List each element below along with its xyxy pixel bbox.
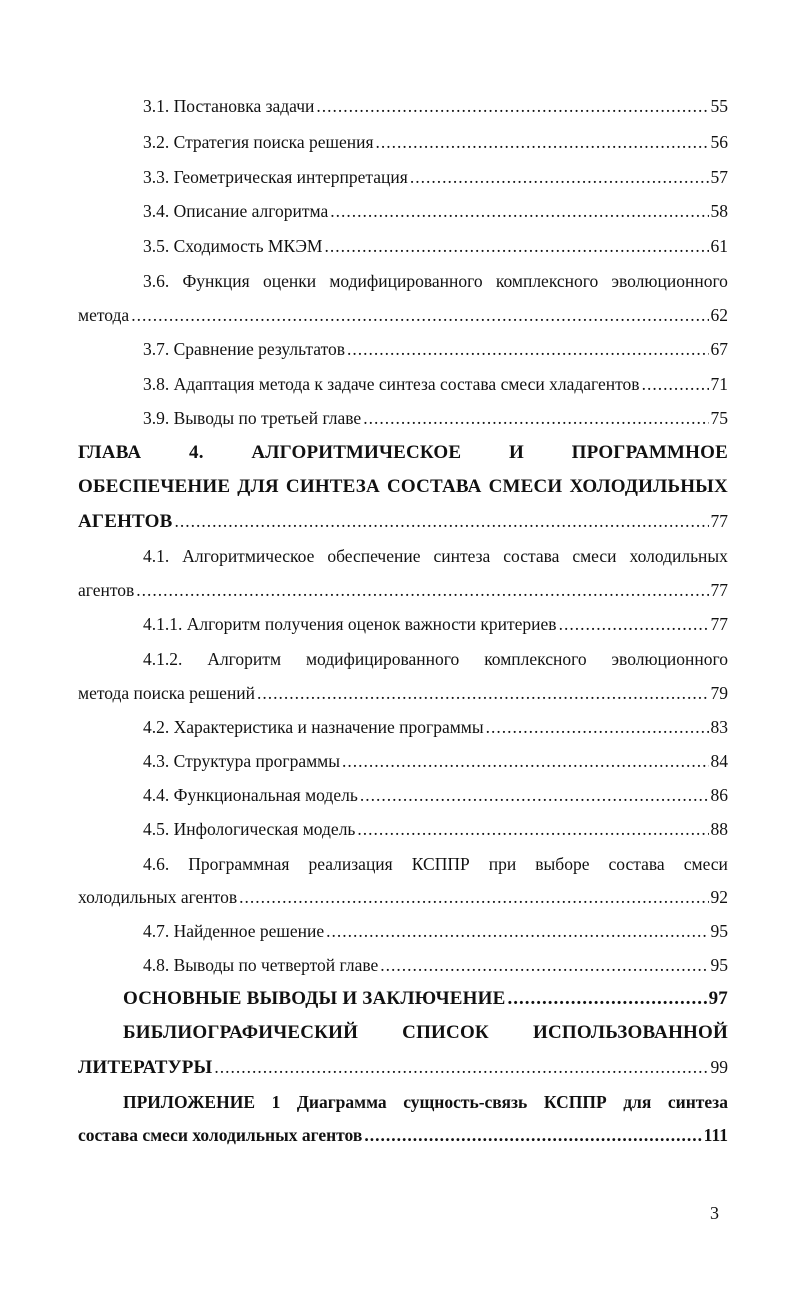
toc-word: обеспечение bbox=[327, 546, 421, 566]
toc-appendix-line1 bbox=[78, 1089, 728, 1115]
toc-word: ПРОГРАММНОЕ bbox=[571, 442, 728, 463]
toc-entry-title: 3.9. Выводы по третьей главе bbox=[143, 408, 362, 428]
toc-bibliography-line1 bbox=[78, 1020, 728, 1046]
toc-word: модифицированного bbox=[329, 271, 483, 291]
toc-entry-4-1-2-line2 bbox=[78, 680, 728, 706]
dot-leader bbox=[642, 371, 709, 397]
toc-entry-page: 55 bbox=[710, 96, 728, 116]
toc-entry-title: АГЕНТОВ bbox=[78, 511, 173, 532]
toc-entry-title: 3.3. Геометрическая интерпретация bbox=[143, 167, 408, 187]
toc-entry-title: 4.5. Инфологическая модель bbox=[143, 819, 356, 839]
toc-word: ХОЛОДИЛЬНЫХ bbox=[569, 476, 728, 497]
toc-word: выборе bbox=[535, 854, 590, 874]
toc-appendix-line2 bbox=[78, 1122, 728, 1148]
dot-leader bbox=[326, 918, 708, 944]
toc-entry-4-1-line1 bbox=[78, 543, 728, 569]
toc-word: состава bbox=[608, 854, 665, 874]
dot-leader bbox=[380, 952, 708, 978]
toc-entry-title: 3.1. Постановка задачи bbox=[143, 96, 315, 116]
toc-entry-page: 58 bbox=[710, 201, 728, 221]
toc-word: КСППР bbox=[543, 1092, 607, 1112]
dot-leader bbox=[347, 336, 709, 362]
toc-entry-title: 4.1.1. Алгоритм получения оценок важности критериев bbox=[143, 614, 557, 634]
dot-leader bbox=[330, 198, 708, 224]
toc-entry-title: 3.5. Сходимость МКЭМ bbox=[143, 236, 323, 256]
toc-conclusions bbox=[78, 986, 728, 1012]
toc-entry-4-4 bbox=[78, 782, 728, 808]
dot-leader bbox=[316, 93, 708, 119]
toc-word: синтеза bbox=[433, 546, 491, 566]
toc-word: Программная bbox=[188, 854, 290, 874]
toc-word: СПИСОК bbox=[402, 1022, 489, 1043]
toc-word: БИБЛИОГРАФИЧЕСКИЙ bbox=[123, 1022, 359, 1043]
dot-leader bbox=[239, 884, 708, 910]
toc-entry-3-5 bbox=[78, 233, 728, 259]
toc-entry-page: 92 bbox=[710, 887, 728, 907]
toc-word: состава bbox=[503, 546, 560, 566]
toc-entry-4-5 bbox=[78, 816, 728, 842]
toc-word: эволюционного bbox=[611, 271, 728, 291]
toc-entry-page: 75 bbox=[710, 408, 728, 428]
toc-entry-3-6-line2 bbox=[78, 302, 728, 328]
toc-chapter-4-line1 bbox=[78, 440, 728, 466]
toc-word: смеси bbox=[572, 546, 617, 566]
toc-entry-title: агентов bbox=[78, 580, 135, 600]
toc-word: смеси bbox=[683, 854, 728, 874]
toc-entry-title: холодильных агентов bbox=[78, 887, 238, 907]
dot-leader bbox=[486, 714, 709, 740]
toc-entry-title: метода bbox=[78, 305, 130, 325]
toc-entry-4-7 bbox=[78, 918, 728, 944]
toc-chapter-4-line2 bbox=[78, 474, 728, 500]
toc-word: ДЛЯ bbox=[237, 476, 279, 497]
toc-word: 3.6. bbox=[143, 271, 170, 291]
toc-word: СОСТАВА bbox=[387, 476, 482, 497]
toc-word: 4.1.2. bbox=[143, 649, 183, 669]
dot-leader bbox=[357, 816, 708, 842]
toc-entry-title: ОСНОВНЫЕ ВЫВОДЫ И ЗАКЛЮЧЕНИЕ bbox=[123, 988, 506, 1009]
toc-word: при bbox=[488, 854, 517, 874]
toc-entry-title: 3.2. Стратегия поиска решения bbox=[143, 132, 374, 152]
toc-entry-3-9 bbox=[78, 405, 728, 431]
toc-entry-title: 4.3. Структура программы bbox=[143, 751, 340, 771]
toc-entry-3-3 bbox=[78, 164, 728, 190]
toc-entry-page: 84 bbox=[710, 751, 728, 771]
toc-entry-title: 4.2. Характеристика и назначение программы bbox=[143, 717, 484, 737]
dot-leader bbox=[507, 986, 706, 1012]
toc-entry-title: состава смеси холодильных агентов bbox=[78, 1125, 363, 1145]
toc-entry-title: 3.7. Сравнение результатов bbox=[143, 339, 345, 359]
toc-entry-3-6-line1 bbox=[78, 268, 728, 294]
dot-leader bbox=[363, 405, 708, 431]
toc-entry-page: 88 bbox=[710, 819, 728, 839]
toc-entry-title: 4.7. Найденное решение bbox=[143, 921, 325, 941]
toc-word: 4. bbox=[189, 442, 204, 463]
toc-word: АЛГОРИТМИЧЕСКОЕ bbox=[251, 442, 462, 463]
toc-entry-page: 111 bbox=[703, 1125, 728, 1145]
toc-word: ИСПОЛЬЗОВАННОЙ bbox=[532, 1022, 728, 1043]
toc-entry-page: 61 bbox=[710, 236, 728, 256]
toc-entry-page: 67 bbox=[710, 339, 728, 359]
toc-entry-page: 71 bbox=[710, 374, 728, 394]
dot-leader bbox=[136, 577, 708, 603]
toc-entry-page: 56 bbox=[710, 132, 728, 152]
toc-word: СМЕСИ bbox=[488, 476, 563, 497]
toc-entry-page: 86 bbox=[710, 785, 728, 805]
toc-entry-page: 97 bbox=[708, 988, 728, 1009]
toc-word: модифицированного bbox=[305, 649, 460, 669]
toc-entry-3-2 bbox=[78, 129, 728, 155]
toc-entry-page: 57 bbox=[710, 167, 728, 187]
toc-word: КСППР bbox=[411, 854, 470, 874]
toc-word: холодильных bbox=[629, 546, 728, 566]
dot-leader bbox=[214, 1054, 708, 1080]
toc-entry-4-6-line2 bbox=[78, 884, 728, 910]
page-number: 3 bbox=[710, 1203, 719, 1223]
toc-entry-4-3 bbox=[78, 748, 728, 774]
toc-word: 1 bbox=[271, 1092, 281, 1112]
toc-word: Алгоритмическое bbox=[182, 546, 315, 566]
toc-word: ПРИЛОЖЕНИЕ bbox=[123, 1092, 256, 1112]
toc-entry-page: 83 bbox=[710, 717, 728, 737]
toc-entry-page: 95 bbox=[710, 955, 728, 975]
toc-word: сущность-связь bbox=[403, 1092, 528, 1112]
toc-entry-page: 77 bbox=[710, 580, 728, 600]
toc-word: Диаграмма bbox=[296, 1092, 387, 1112]
toc-word: СИНТЕЗА bbox=[285, 476, 380, 497]
dot-leader bbox=[364, 1122, 701, 1148]
toc-entry-3-4 bbox=[78, 198, 728, 224]
toc-entry-title: 3.4. Описание алгоритма bbox=[143, 201, 329, 221]
toc-entry-page: 99 bbox=[710, 1057, 728, 1077]
dot-leader bbox=[131, 302, 708, 328]
toc-entry-4-1-2-line1 bbox=[78, 646, 728, 672]
toc-word: ГЛАВА bbox=[78, 442, 142, 463]
dot-leader bbox=[410, 164, 709, 190]
toc-entry-3-7 bbox=[78, 336, 728, 362]
toc-entry-page: 62 bbox=[710, 305, 728, 325]
toc-word: для bbox=[623, 1092, 652, 1112]
toc-entry-3-8 bbox=[78, 371, 728, 397]
toc-entry-4-1-1 bbox=[78, 611, 728, 637]
dot-leader bbox=[360, 782, 709, 808]
toc-word: Функция bbox=[182, 271, 250, 291]
toc-word: комплексного bbox=[495, 271, 599, 291]
toc-entry-page: 77 bbox=[710, 614, 728, 634]
toc-entry-4-2 bbox=[78, 714, 728, 740]
toc-entry-title: 3.8. Адаптация метода к задаче синтеза состава смеси хладагентов bbox=[143, 374, 640, 394]
dot-leader bbox=[342, 748, 709, 774]
toc-word: оценки bbox=[262, 271, 317, 291]
toc-word: 4.1. bbox=[143, 546, 170, 566]
dot-leader bbox=[559, 611, 709, 637]
toc-entry-4-8 bbox=[78, 952, 728, 978]
toc-word: эволюционного bbox=[611, 649, 728, 669]
toc-entry-title: метода поиска решений bbox=[78, 683, 256, 703]
toc-word: ОБЕСПЕЧЕНИЕ bbox=[78, 476, 231, 497]
toc-entry-page: 79 bbox=[710, 683, 728, 703]
toc-bibliography-line2 bbox=[78, 1054, 728, 1080]
toc-word: синтеза bbox=[667, 1092, 728, 1112]
toc-entry-3-1 bbox=[78, 93, 728, 119]
toc-word: реализация bbox=[308, 854, 393, 874]
toc-word: Алгоритм bbox=[207, 649, 282, 669]
dot-leader bbox=[325, 233, 709, 259]
toc-word: 4.6. bbox=[143, 854, 170, 874]
dot-leader bbox=[257, 680, 708, 706]
toc-word: комплексного bbox=[484, 649, 587, 669]
toc-chapter-4-line3 bbox=[78, 508, 728, 534]
toc-entry-title: ЛИТЕРАТУРЫ bbox=[78, 1057, 213, 1078]
toc-entry-title: 4.8. Выводы по четвертой главе bbox=[143, 955, 379, 975]
toc-word: И bbox=[508, 442, 524, 463]
dot-leader bbox=[175, 508, 709, 534]
toc-entry-page: 77 bbox=[710, 511, 728, 531]
dot-leader bbox=[376, 129, 709, 155]
toc-entry-4-6-line1 bbox=[78, 851, 728, 877]
toc-entry-title: 4.4. Функциональная модель bbox=[143, 785, 358, 805]
toc-entry-page: 95 bbox=[710, 921, 728, 941]
toc-entry-4-1-line2 bbox=[78, 577, 728, 603]
